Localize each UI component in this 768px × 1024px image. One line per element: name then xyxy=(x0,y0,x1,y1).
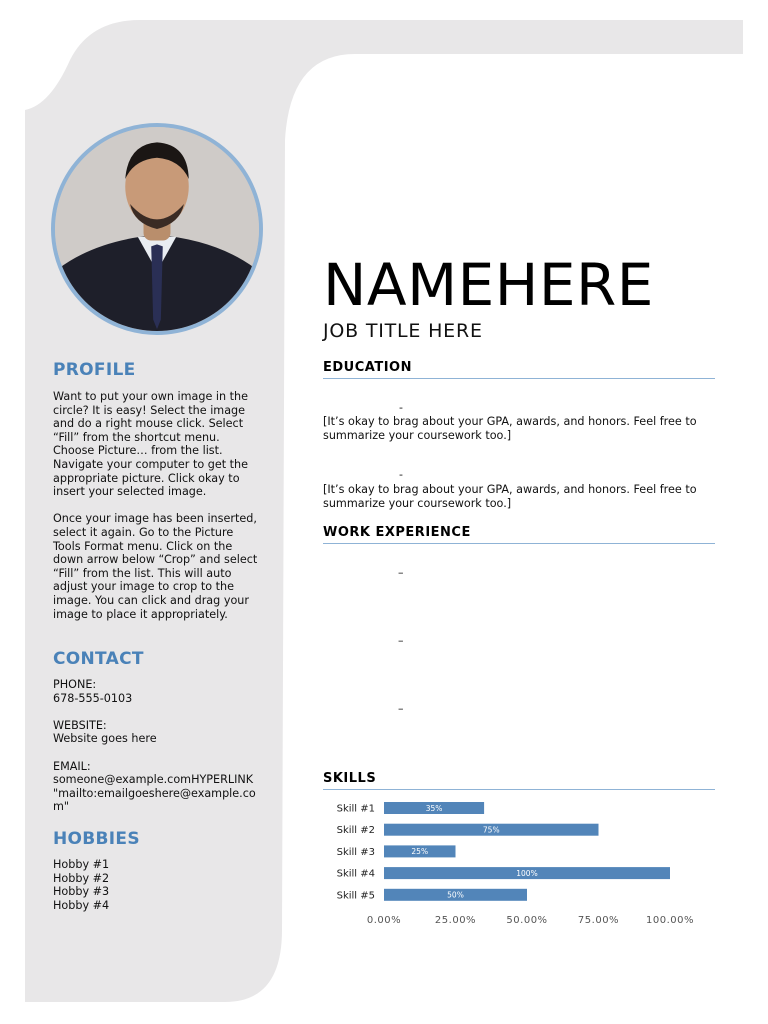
education-dash: - xyxy=(399,401,403,414)
work-experience-heading: WORK EXPERIENCE xyxy=(323,525,715,544)
x-tick-label: 25.00% xyxy=(434,915,477,926)
skills-chart-svg xyxy=(323,796,715,932)
x-tick-label: 100.00% xyxy=(646,915,694,926)
x-tick-label: 75.00% xyxy=(577,915,620,926)
job-title: JOB TITLE HERE xyxy=(323,320,483,342)
person-icon xyxy=(55,127,259,331)
education-dash: - xyxy=(399,468,403,481)
email-value[interactable]: "mailto:emailgoeshere@example.co xyxy=(53,786,256,800)
person-name: NAMEHERE xyxy=(323,251,654,319)
x-tick-label: 50.00% xyxy=(506,915,548,926)
profile-line: insert your selected image. xyxy=(53,485,207,499)
profile-line: image to place it appropriately. xyxy=(53,607,228,621)
work-dash: – xyxy=(398,566,404,579)
hobbies-heading: HOBBIES xyxy=(53,829,140,849)
profile-line: Want to put your own image in the xyxy=(53,390,249,403)
phone-value: 678-555-0103 xyxy=(53,691,133,705)
profile-line: “Fill” from the list. This will auto xyxy=(53,566,232,580)
profile-line: select it again. Go to the Picture xyxy=(53,525,234,539)
work-dash: – xyxy=(398,702,404,715)
profile-line: image. You can click and drag your xyxy=(53,593,249,607)
profile-heading: PROFILE xyxy=(53,360,136,380)
website-label: WEBSITE: xyxy=(53,718,107,732)
education-description: [It’s okay to brag about your GPA, awards, and honors. Feel free to summarize your coursework too.] xyxy=(323,483,697,510)
profile-text xyxy=(53,390,263,621)
profile-line: adjust your image to crop to the xyxy=(53,580,234,594)
skill-label: Skill #2 xyxy=(336,825,375,837)
hobby-item: Hobby #3 xyxy=(53,885,110,899)
skill-label: Skill #1 xyxy=(336,803,375,815)
phone-label: PHONE: xyxy=(53,678,97,691)
profile-line: Navigate your computer to get the xyxy=(53,457,249,471)
hobby-item: Hobby #2 xyxy=(53,871,110,885)
skill-label: Skill #5 xyxy=(336,890,375,902)
contact-heading: CONTACT xyxy=(53,649,144,669)
contact-text xyxy=(53,678,263,814)
email-value[interactable]: m" xyxy=(53,800,70,814)
skill-value-label: 50% xyxy=(447,890,464,900)
profile-line: Once your image has been inserted, xyxy=(53,512,257,526)
hobby-item: Hobby #4 xyxy=(53,898,110,912)
skill-value-label: 35% xyxy=(425,803,443,813)
profile-line: and do a right mouse click. Select xyxy=(53,417,244,431)
profile-line: Choose Picture… from the list. xyxy=(53,444,223,458)
website-value[interactable]: Website goes here xyxy=(53,732,157,746)
x-tick-label: 0.00% xyxy=(366,915,402,926)
skills-heading: SKILLS xyxy=(323,771,715,790)
skill-value-label: 75% xyxy=(482,825,500,835)
work-dash: – xyxy=(398,634,404,647)
hobby-item: Hobby #1 xyxy=(53,858,110,871)
profile-line: down arrow below “Crop” and select xyxy=(53,553,258,567)
profile-line: appropriate picture. Click okay to xyxy=(53,471,240,485)
skill-label: Skill #3 xyxy=(336,846,375,858)
skill-label: Skill #4 xyxy=(336,868,375,880)
education-heading: EDUCATION xyxy=(323,360,715,379)
hobbies-list xyxy=(53,858,263,912)
profile-line: “Fill” from the shortcut menu. xyxy=(53,430,220,444)
skills-chart xyxy=(323,796,715,932)
profile-line: circle? It is easy! Select the image xyxy=(53,403,246,417)
education-description: [It’s okay to brag about your GPA, awards, and honors. Feel free to summarize your coursework too.] xyxy=(323,415,697,442)
email-value[interactable]: someone@example.comHYPERLINK xyxy=(53,773,254,787)
skill-value-label: 25% xyxy=(411,847,429,857)
profile-photo[interactable] xyxy=(51,123,263,335)
email-label: EMAIL: xyxy=(53,759,91,773)
skill-value-label: 100% xyxy=(516,868,538,878)
profile-line: Tools Format menu. Click on the xyxy=(53,539,233,553)
